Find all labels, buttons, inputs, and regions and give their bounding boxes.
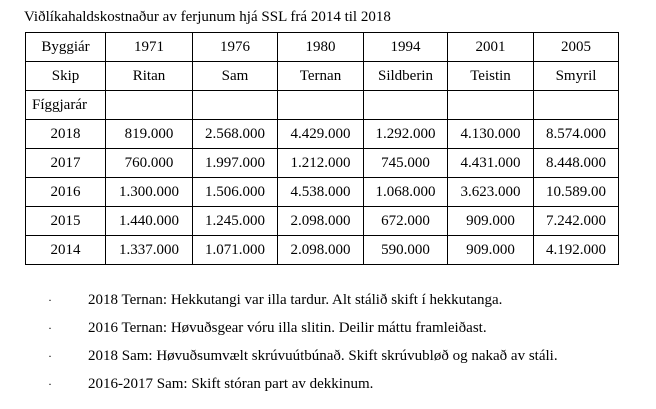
cost-cell: 1.068.000 — [364, 178, 448, 207]
notes-list — [24, 286, 558, 398]
cost-cell: 4.192.000 — [534, 236, 619, 265]
fiscal-year-cell: 2018 — [26, 120, 106, 149]
note-text: 2016-2017 Sam: Skift stóran part av dekkinum. — [88, 376, 374, 392]
cost-cell: 2.568.000 — [193, 120, 278, 149]
table-row — [26, 120, 619, 149]
empty-cell — [534, 91, 619, 120]
bullet-icon: · — [48, 349, 52, 363]
cost-cell: 4.130.000 — [448, 120, 534, 149]
cost-cell: 672.000 — [364, 207, 448, 236]
empty-cell — [278, 91, 364, 120]
fiscal-year-cell: 2016 — [26, 178, 106, 207]
table-row-build-year — [26, 33, 619, 62]
list-item — [24, 370, 558, 398]
ship-name-cell: Ritan — [106, 62, 193, 91]
cost-cell: 909.000 — [448, 207, 534, 236]
ship-name-cell: Teistin — [448, 62, 534, 91]
cost-cell: 745.000 — [364, 149, 448, 178]
cost-cell: 4.431.000 — [448, 149, 534, 178]
cost-cell: 3.623.000 — [448, 178, 534, 207]
build-year-label: Byggiár — [26, 33, 106, 62]
build-year-cell: 1976 — [193, 33, 278, 62]
build-year-cell: 1980 — [278, 33, 364, 62]
fiscal-year-cell: 2017 — [26, 149, 106, 178]
fiscal-year-label: Fíggjarár — [26, 91, 106, 120]
cost-cell: 909.000 — [448, 236, 534, 265]
cost-cell: 1.506.000 — [193, 178, 278, 207]
cost-cell: 2.098.000 — [278, 236, 364, 265]
cost-cell: 1.440.000 — [106, 207, 193, 236]
cost-cell: 2.098.000 — [278, 207, 364, 236]
build-year-cell: 2005 — [534, 33, 619, 62]
note-text: 2018 Sam: Høvuðsumvælt skrúvuútbúnað. Skift skrúvubløð og nakað av stáli. — [88, 348, 558, 364]
table-row — [26, 149, 619, 178]
document-title: Viðlíkahaldskostnaður av ferjunum hjá SSL frá 2014 til 2018 — [24, 9, 391, 25]
cost-cell: 4.538.000 — [278, 178, 364, 207]
cost-cell: 819.000 — [106, 120, 193, 149]
empty-cell — [448, 91, 534, 120]
list-item — [24, 286, 558, 314]
cost-cell: 8.448.000 — [534, 149, 619, 178]
cost-cell: 10.589.00 — [534, 178, 619, 207]
empty-cell — [106, 91, 193, 120]
cost-cell: 1.071.000 — [193, 236, 278, 265]
ship-name-cell: Sildberin — [364, 62, 448, 91]
ship-name-cell: Sam — [193, 62, 278, 91]
cost-cell: 8.574.000 — [534, 120, 619, 149]
table-row-fiscal-year-label — [26, 91, 619, 120]
table-row — [26, 236, 619, 265]
cost-cell: 4.429.000 — [278, 120, 364, 149]
cost-cell: 1.300.000 — [106, 178, 193, 207]
empty-cell — [364, 91, 448, 120]
maintenance-cost-table — [25, 32, 619, 265]
ship-name-cell: Ternan — [278, 62, 364, 91]
cost-cell: 1.997.000 — [193, 149, 278, 178]
empty-cell — [193, 91, 278, 120]
fiscal-year-cell: 2015 — [26, 207, 106, 236]
cost-cell: 7.242.000 — [534, 207, 619, 236]
note-text: 2018 Ternan: Hekkutangi var illa tardur. Alt stálið skift í hekkutanga. — [88, 292, 503, 308]
table-row — [26, 178, 619, 207]
cost-cell: 1.212.000 — [278, 149, 364, 178]
cost-cell: 1.245.000 — [193, 207, 278, 236]
bullet-icon: · — [48, 293, 52, 307]
bullet-icon: · — [48, 321, 52, 335]
list-item — [24, 342, 558, 370]
build-year-cell: 2001 — [448, 33, 534, 62]
table-row — [26, 207, 619, 236]
build-year-cell: 1994 — [364, 33, 448, 62]
note-text: 2016 Ternan: Høvuðsgear vóru illa slitin. Deilir máttu framleiðast. — [88, 320, 487, 336]
ship-name-cell: Smyril — [534, 62, 619, 91]
list-item — [24, 314, 558, 342]
cost-cell: 1.292.000 — [364, 120, 448, 149]
cost-cell: 1.337.000 — [106, 236, 193, 265]
bullet-icon: · — [48, 377, 52, 391]
ship-label: Skip — [26, 62, 106, 91]
cost-cell: 760.000 — [106, 149, 193, 178]
fiscal-year-cell: 2014 — [26, 236, 106, 265]
table-row-ship — [26, 62, 619, 91]
build-year-cell: 1971 — [106, 33, 193, 62]
cost-cell: 590.000 — [364, 236, 448, 265]
